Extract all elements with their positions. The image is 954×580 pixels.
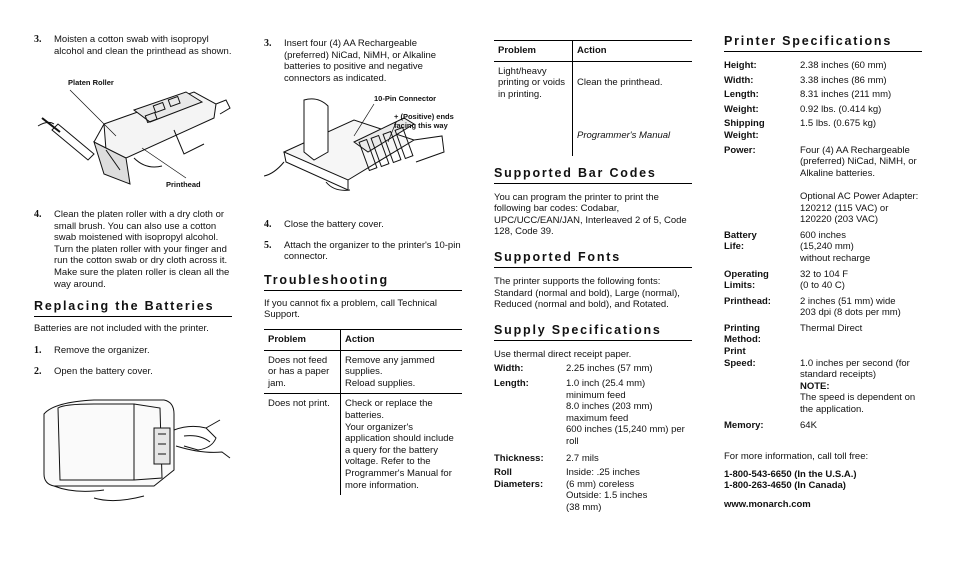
spec-row bbox=[494, 453, 692, 468]
spec-row bbox=[494, 467, 692, 513]
spec-key: Height: bbox=[724, 60, 757, 71]
spec-row bbox=[724, 104, 922, 119]
step-number: 1. bbox=[34, 344, 42, 356]
step-number: 3. bbox=[34, 34, 42, 45]
spec-key: Power: bbox=[724, 144, 756, 156]
batteries-intro: Batteries are not included with the printer. bbox=[34, 323, 209, 335]
callout-10-pin-connector: 10-Pin Connector bbox=[374, 94, 437, 103]
table-cell-problem: Does not feed or has a paper jam. bbox=[264, 350, 341, 394]
battery-insert-illustration bbox=[264, 92, 468, 204]
column-2-lower bbox=[264, 219, 462, 495]
table-header-row bbox=[264, 329, 462, 350]
step-number: 4. bbox=[34, 209, 42, 220]
callout-positive-ends: + (Positive) ends facing this way bbox=[394, 112, 454, 130]
manual-reference: Programmer's Manual bbox=[577, 129, 671, 141]
column-4 bbox=[724, 34, 922, 511]
column-2 bbox=[264, 34, 462, 84]
spec-value: 2.25 inches (57 mm) bbox=[566, 363, 653, 375]
section-heading-printer-specs: Printer Specifications bbox=[724, 34, 922, 52]
step-2-open-cover bbox=[34, 366, 232, 378]
column-3 bbox=[494, 40, 692, 513]
spec-row bbox=[724, 75, 922, 90]
note-label: NOTE: bbox=[800, 380, 830, 392]
step-4-close-cover bbox=[264, 219, 462, 231]
step-text: Close the battery cover. bbox=[284, 219, 384, 230]
battery-cover-figure bbox=[34, 394, 234, 514]
step-5-attach-organizer bbox=[264, 240, 462, 263]
spec-value: 64K bbox=[800, 419, 817, 431]
spec-row bbox=[724, 346, 922, 420]
spec-key: Length: bbox=[494, 377, 529, 389]
callout-printhead: Printhead bbox=[166, 180, 201, 189]
table-row bbox=[494, 61, 692, 156]
table-cell-action: Check or replace the batteries. Your organizer's application should include a query for the battery voltage. Refer to the Programmer's Manual for more information. bbox=[345, 398, 454, 491]
printer-open-illustration bbox=[34, 74, 234, 202]
table-header-action: Action bbox=[573, 41, 693, 62]
column-1-lower bbox=[34, 209, 232, 378]
spec-value: 0.92 lbs. (0.414 kg) bbox=[800, 103, 882, 115]
spec-row bbox=[494, 378, 692, 453]
spec-value: Inside: .25 inches (6 mm) coreless Outside: 1.5 inches (38 mm) bbox=[566, 467, 648, 513]
step-1-remove-organizer bbox=[34, 345, 232, 357]
table-header-action: Action bbox=[341, 329, 463, 350]
spec-key: Thickness: bbox=[494, 452, 544, 464]
troubleshooting-table bbox=[264, 329, 462, 495]
spec-value: 600 inches (15,240 mm) without recharge bbox=[800, 229, 871, 264]
table-cell-problem: Does not print. bbox=[264, 394, 341, 495]
website-link[interactable]: www.monarch.com bbox=[724, 499, 811, 510]
spec-key: Printhead: bbox=[724, 295, 771, 307]
step-number: 4. bbox=[264, 219, 272, 230]
table-header-row bbox=[494, 41, 692, 62]
table-header-problem: Problem bbox=[494, 41, 573, 62]
spec-value: 1.0 inch (25.4 mm) minimum feed 8.0 inches (203 mm) maximum feed 600 inches (15,240 mm) per roll bbox=[566, 377, 685, 447]
printer-specs-table bbox=[724, 60, 922, 431]
step-number: 5. bbox=[264, 239, 272, 251]
print-speed-value: 1.0 inches per second (for standard receipts) bbox=[800, 357, 910, 381]
table-row bbox=[264, 394, 462, 495]
section-heading-fonts: Supported Fonts bbox=[494, 250, 692, 268]
spec-value: 32 to 104 F (0 to 40 C) bbox=[800, 268, 849, 292]
spec-value: 1.5 lbs. (0.675 kg) bbox=[800, 118, 877, 130]
spec-row bbox=[494, 363, 692, 378]
step-text: Insert four (4) AA Rechargeable (preferred) NiCad, NiMH, or Alkaline batteries to positive and negative connectors as indicated. bbox=[284, 38, 437, 84]
step-text: Attach the organizer to the printer's 10-pin connector. bbox=[284, 239, 461, 263]
contact-intro: For more information, call toll free: bbox=[724, 451, 869, 463]
troubleshooting-intro: If you cannot fix a problem, call Technical Support. bbox=[264, 297, 438, 321]
spec-key: Length: bbox=[724, 89, 759, 101]
spec-value: 2 inches (51 mm) wide 203 dpi (8 dots per mm) bbox=[800, 295, 901, 319]
step-text: Clean the platen roller with a dry cloth or small brush. You can also use a cotton swab moistened with isopropyl alcohol. Turn the platen roller with your finger and run the cotton swab or dry cloth across it. Make sure the platen roller is clean all the way around. bbox=[54, 209, 230, 290]
spec-value: 8.31 inches (211 mm) bbox=[800, 89, 892, 101]
table-row bbox=[264, 350, 462, 394]
spec-row bbox=[724, 145, 922, 230]
spec-row bbox=[724, 323, 922, 346]
section-heading-supply-specs: Supply Specifications bbox=[494, 323, 692, 341]
spec-value: 2.38 inches (60 mm) bbox=[800, 60, 887, 71]
supply-specs-table bbox=[494, 363, 692, 513]
spec-key: Roll Diameters: bbox=[494, 467, 544, 490]
table-cell-problem: Light/heavy printing or voids in printing. bbox=[494, 61, 573, 156]
step-3-insert-batteries bbox=[264, 38, 462, 84]
step-text: Remove the organizer. bbox=[54, 344, 150, 356]
spec-value: Four (4) AA Rechargeable (preferred) NiCad, NiMH, or Alkaline batteries. Optional AC Power Adapter: 120212 (115 VAC) or 120220 (203 VAC) bbox=[800, 144, 919, 226]
callout-platen-roller: Platen Roller bbox=[68, 78, 114, 87]
spec-row bbox=[724, 230, 922, 269]
step-text: Open the battery cover. bbox=[54, 366, 153, 378]
section-heading-troubleshooting: Troubleshooting bbox=[264, 273, 462, 291]
step-text: Moisten a cotton swab with isopropyl alcohol and clean the printhead as shown. bbox=[54, 34, 232, 57]
section-heading-replacing-batteries: Replacing the Batteries bbox=[34, 299, 232, 317]
printhead-cleaning-figure bbox=[34, 74, 234, 202]
spec-key: Print Speed: bbox=[724, 346, 756, 369]
spec-key: Operating Limits: bbox=[724, 268, 769, 292]
battery-cover-illustration bbox=[34, 394, 234, 514]
fonts-text: The printer supports the following fonts: Standard (normal and bold), Large (normal), Reduced (normal and bold), and Rotated. bbox=[494, 275, 680, 311]
spec-key: Weight: bbox=[724, 103, 759, 115]
spec-key: Memory: bbox=[724, 419, 764, 431]
step-number: 2. bbox=[34, 366, 42, 378]
spec-key: Width: bbox=[494, 363, 524, 375]
action-text: Clean the printhead. bbox=[577, 77, 663, 89]
spec-key: Printing Method: bbox=[724, 322, 761, 346]
spec-row bbox=[724, 118, 922, 144]
step-number: 3. bbox=[264, 38, 272, 49]
spec-row bbox=[724, 296, 922, 323]
table-header-problem: Problem bbox=[264, 329, 341, 350]
spec-value: Thermal Direct bbox=[800, 322, 863, 334]
note-text: The speed is dependent on the application. bbox=[800, 392, 916, 416]
troubleshooting-table-continued bbox=[494, 40, 692, 156]
spec-value: 3.38 inches (86 mm) bbox=[800, 74, 887, 86]
column-1 bbox=[34, 34, 232, 57]
spec-row bbox=[724, 89, 922, 104]
spec-key: Shipping Weight: bbox=[724, 118, 765, 141]
spec-row bbox=[724, 60, 922, 75]
spec-value bbox=[800, 346, 922, 420]
spec-key: Battery Life: bbox=[724, 229, 757, 253]
bar-codes-text: You can program the printer to print the following bar codes: Codabar, UPC/UCC/EAN/JAN, Interleaved 2 of 5, Code 128, Code 39. bbox=[494, 191, 687, 238]
table-cell-action bbox=[573, 61, 693, 156]
step-4-clean-platen bbox=[34, 209, 232, 290]
section-heading-bar-codes: Supported Bar Codes bbox=[494, 166, 692, 184]
spec-key: Width: bbox=[724, 74, 754, 86]
spec-row bbox=[724, 420, 922, 432]
supply-intro: Use thermal direct receipt paper. bbox=[494, 348, 632, 360]
phone-usa: 1-800-543-6650 (In the U.S.A.) bbox=[724, 468, 857, 480]
battery-insert-figure bbox=[264, 92, 468, 204]
step-3-clean-printhead bbox=[34, 34, 232, 57]
spec-value: 2.7 mils bbox=[566, 452, 599, 464]
phone-canada: 1-800-263-4650 (In Canada) bbox=[724, 480, 846, 492]
table-cell-action: Remove any jammed supplies. Reload supplies. bbox=[341, 350, 463, 394]
spec-row bbox=[724, 269, 922, 296]
